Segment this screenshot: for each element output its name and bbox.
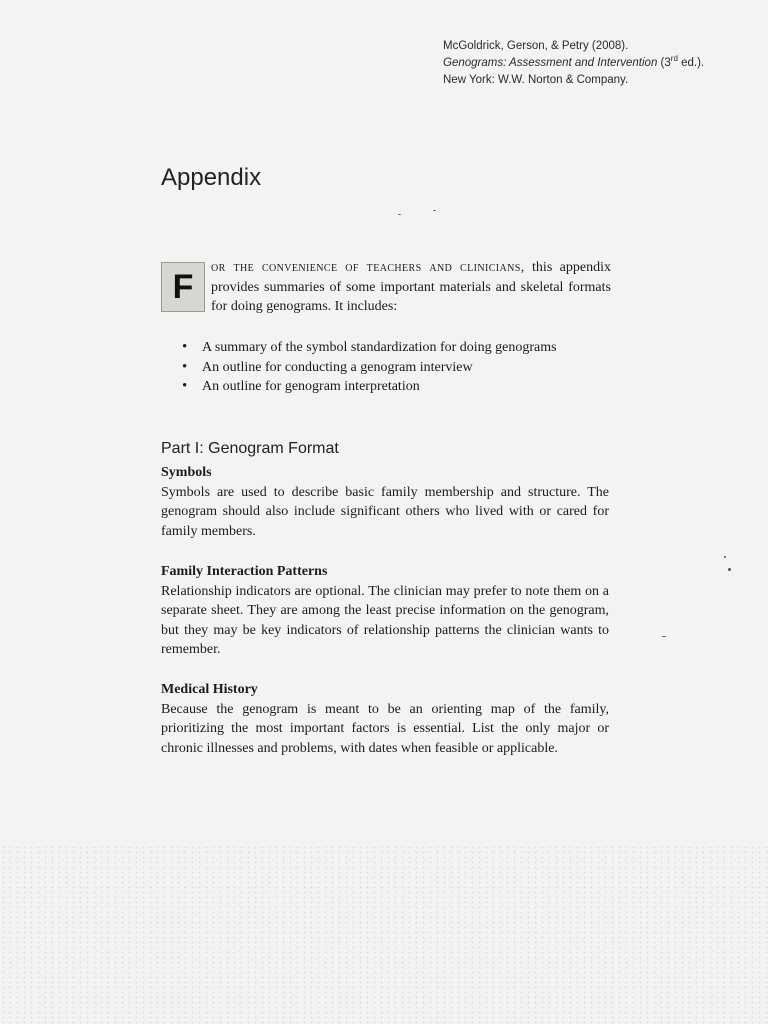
section-heading: Medical History — [161, 682, 258, 697]
scan-speck — [433, 210, 436, 211]
scan-speck — [724, 556, 726, 558]
citation-publisher: New York: W.W. Norton & Company. — [443, 74, 629, 86]
section-family-interaction — [161, 562, 609, 660]
intro-paragraph — [161, 258, 611, 317]
section-medical-history — [161, 680, 609, 758]
intro-smallcaps: or the convenience of teachers and clinicians, — [211, 260, 525, 275]
citation-book-title: Genograms: Assessment and Intervention — [443, 57, 658, 69]
citation — [443, 38, 753, 89]
citation-title-line — [443, 55, 753, 72]
list-item: • An outline for conducting a genogram interview — [182, 358, 557, 378]
part-heading: Part I: Genogram Format — [161, 440, 339, 457]
section-symbols — [161, 463, 609, 541]
section-heading: Symbols — [161, 465, 212, 480]
citation-edition-open: (3 — [657, 57, 671, 69]
page-title: Appendix — [161, 164, 262, 191]
section-body: Symbols are used to describe basic family membership and structure. The genogram should also include significant others who lived with or cared for family members. — [161, 484, 609, 539]
intro-text — [211, 258, 611, 317]
scan-speck — [662, 636, 666, 637]
scan-speck — [728, 568, 731, 571]
intro-rest: this appendix provides summaries of some important materials and skeletal formats for doing genograms. It includes: — [211, 260, 612, 314]
scan-speck — [398, 214, 401, 215]
section-heading: Family Interaction Patterns — [161, 564, 328, 579]
list-item: • A summary of the symbol standardization for doing genograms — [182, 338, 557, 358]
citation-edition-sup: rd — [670, 54, 678, 64]
section-body: Relationship indicators are optional. The clinician may prefer to note them on a separate sheet. They are among the least precise information on the genogram, but they may be key indicators of relationship patterns the clinician wants to remember. — [161, 583, 609, 657]
citation-authors: McGoldrick, Gerson, & Petry (2008). — [443, 40, 629, 52]
contents-list — [182, 338, 557, 397]
drop-cap: F — [161, 262, 205, 312]
section-body: Because the genogram is meant to be an orienting map of the family, prioritizing the most important factors is essential. List the only major or chronic illnesses and problems, with dates when feasible or applicable. — [161, 701, 609, 756]
scan-noise — [0, 845, 768, 1024]
list-item: • An outline for genogram interpretation — [182, 377, 557, 397]
citation-edition-close: ed.). — [677, 57, 705, 69]
